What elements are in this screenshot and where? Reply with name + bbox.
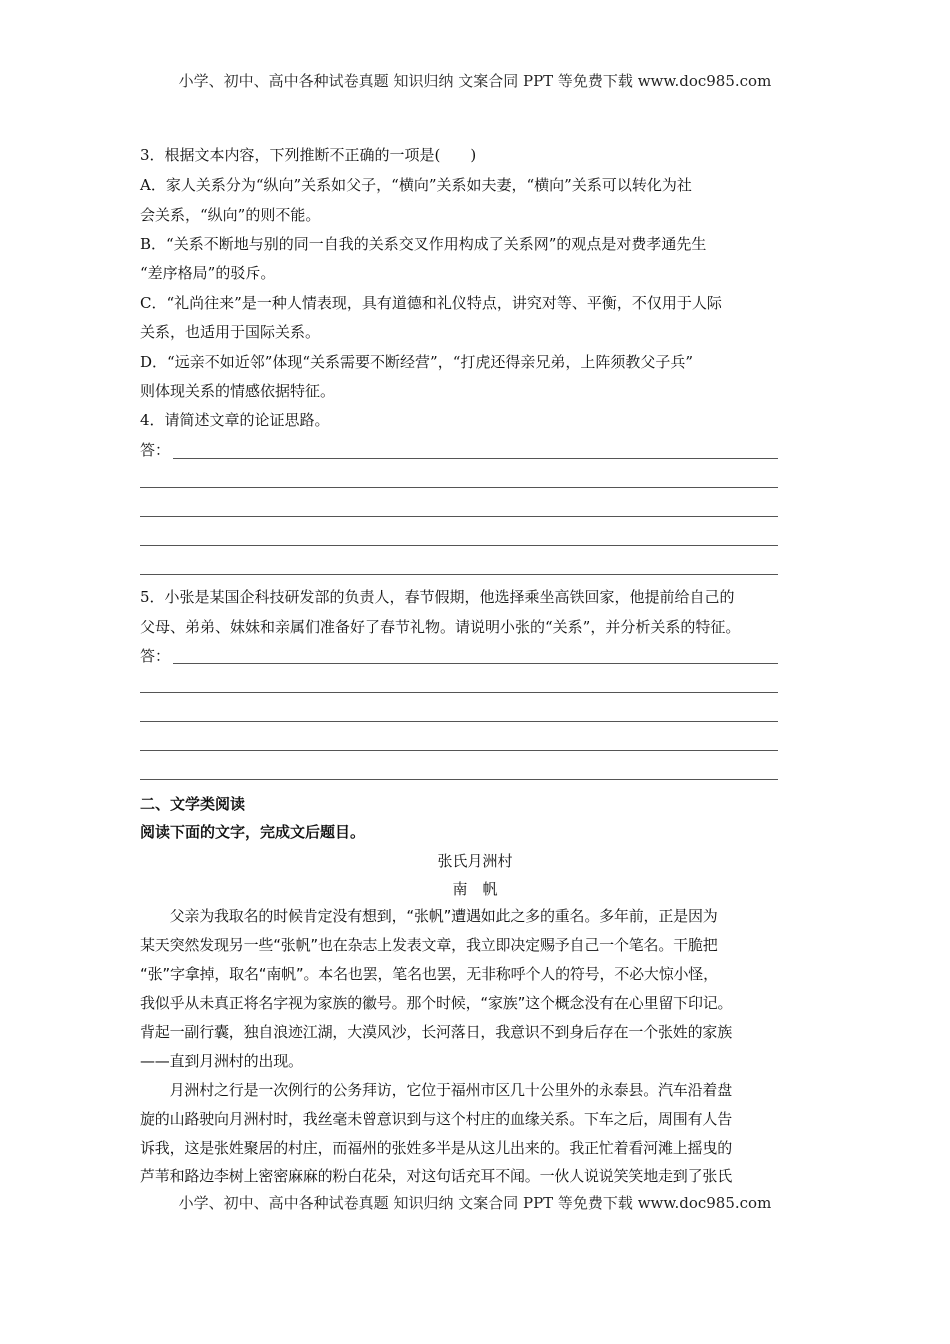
option-a-line-1: A．家人关系分为“纵向”关系如父子，“横向”关系如夫妻，“横向”关系可以转化为社 xyxy=(140,176,692,194)
option-d-line-2: 则体现关系的情感依据特征。 xyxy=(140,382,336,400)
q5-answer-line-4[interactable] xyxy=(140,750,778,751)
q4-answer-line-5[interactable] xyxy=(140,574,778,575)
option-c-line-2: 关系，也适用于国际关系。 xyxy=(140,323,321,341)
article-title: 张氏月洲村 xyxy=(437,852,513,870)
option-d-line-1: D．“远亲不如近邻”体现“关系需要不断经营”，“打虎还得亲兄弟，上阵须教父子兵” xyxy=(140,353,694,371)
q5-answer-label: 答： xyxy=(140,647,171,665)
page-header-banner: 小学、初中、高中各种试卷真题 知识归纳 文案合同 PPT 等免费下载 www.doc985.com xyxy=(178,72,772,90)
essay-line: 芦苇和路边李树上密密麻麻的粉白花朵，对这句话充耳不闻。一伙人说说笑笑地走到了张氏 xyxy=(140,1167,733,1185)
essay-line: 背起一副行囊，独自浪迹江湖，大漠风沙，长河落日，我意识不到身后存在一个张姓的家族 xyxy=(140,1023,733,1041)
option-b-line-1: B．“关系不断地与别的同一自我的关系交叉作用构成了关系网”的观点是对费孝通先生 xyxy=(140,235,707,253)
option-a-line-2: 会关系，“纵向”的则不能。 xyxy=(140,206,321,224)
page-footer-banner: 小学、初中、高中各种试卷真题 知识归纳 文案合同 PPT 等免费下载 www.doc985.com xyxy=(178,1194,772,1212)
essay-line: 月洲村之行是一次例行的公务拜访，它位于福州市区几十公里外的永泰县。汽车沿着盘 xyxy=(140,1081,733,1099)
essay-line: 旋的山路驶向月洲村时，我丝毫未曾意识到与这个村庄的血缘关系。下车之后，周围有人告 xyxy=(140,1110,733,1128)
q5-answer-line-5[interactable] xyxy=(140,779,778,780)
question-5-line-1: 5．小张是某国企科技研发部的负责人，春节假期，他选择乘坐高铁回家，他提前给自己的 xyxy=(140,588,735,606)
question-5-line-2: 父母、弟弟、妹妹和亲属们准备好了春节礼物。请说明小张的“关系”，并分析关系的特征。 xyxy=(140,618,741,636)
q5-answer-line-1[interactable] xyxy=(173,663,778,664)
section-instruction: 阅读下面的文字，完成文后题目。 xyxy=(140,823,366,841)
q4-answer-label: 答： xyxy=(140,441,171,459)
question-4-stem: 4．请简述文章的论证思路。 xyxy=(140,411,330,429)
essay-line: “张”字拿掉，取名“南帆”。本名也罢，笔名也罢，无非称呼个人的符号，不必大惊小怪， xyxy=(140,965,718,983)
q4-answer-line-3[interactable] xyxy=(140,516,778,517)
q4-answer-line-1[interactable] xyxy=(173,458,778,459)
essay-line: ——直到月洲村的出现。 xyxy=(140,1052,303,1070)
option-b-line-2: “差序格局”的驳斥。 xyxy=(140,264,276,282)
section-heading: 二、文学类阅读 xyxy=(140,795,246,813)
essay-line: 我似乎从未真正将名字视为家族的徽号。那个时候，“家族”这个概念没有在心里留下印记。 xyxy=(140,994,733,1012)
essay-line: 诉我，这是张姓聚居的村庄，而福州的张姓多半是从这儿出来的。我正忙着看河滩上摇曳的 xyxy=(140,1139,733,1157)
q4-answer-line-2[interactable] xyxy=(140,487,778,488)
essay-line: 某天突然发现另一些“张帆”也在杂志上发表文章，我立即决定赐予自己一个笔名。干脆把 xyxy=(140,936,718,954)
article-author: 南 帆 xyxy=(452,880,498,898)
q5-answer-line-3[interactable] xyxy=(140,721,778,722)
q4-answer-line-4[interactable] xyxy=(140,545,778,546)
option-c-line-1: C．“礼尚往来”是一种人情表现，具有道德和礼仪特点，讲究对等、平衡，不仅用于人际 xyxy=(140,294,722,312)
question-3-stem: 3．根据文本内容，下列推断不正确的一项是( ) xyxy=(140,146,477,164)
essay-line: 父亲为我取名的时候肯定没有想到，“张帆”遭遇如此之多的重名。多年前，正是因为 xyxy=(140,907,718,925)
q5-answer-line-2[interactable] xyxy=(140,692,778,693)
